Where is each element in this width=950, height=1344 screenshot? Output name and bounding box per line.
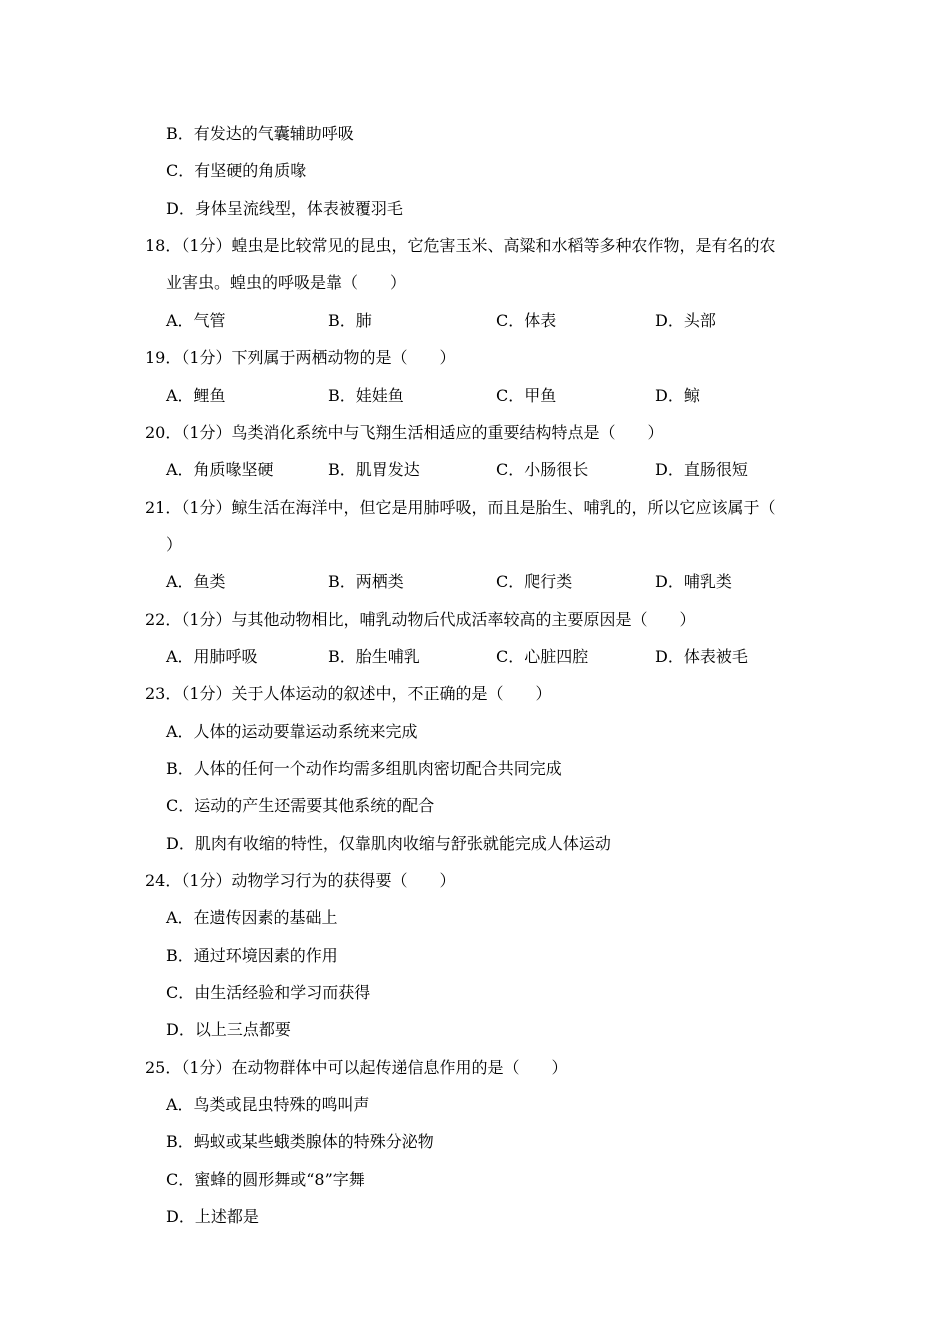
q20-options — [0, 460, 950, 480]
q20-option-b: B．肌胃发达 — [328, 460, 420, 479]
question-22: 22．（1分）与其他动物相比，哺乳动物后代成活率较高的主要原因是（ ） — [145, 610, 696, 629]
q18-option-a: A．气管 — [166, 311, 226, 330]
q19-option-d: D．鲸 — [655, 386, 700, 405]
question-19: 19．（1分）下列属于两栖动物的是（ ） — [145, 348, 456, 367]
q17-option-b: B．有发达的气囊辅助呼吸 — [166, 124, 354, 143]
q21-option-a: A．鱼类 — [166, 572, 226, 591]
q25-option-a: A．鸟类或昆虫特殊的鸣叫声 — [166, 1095, 370, 1114]
q18-option-d: D．头部 — [655, 311, 716, 330]
q22-option-b: B．胎生哺乳 — [328, 647, 420, 666]
q18-option-c: C．体表 — [496, 311, 557, 330]
q18-options — [0, 311, 950, 331]
q22-option-a: A．用肺呼吸 — [166, 647, 258, 666]
question-21-continued: ） — [166, 535, 183, 554]
q25-option-d: D．上述都是 — [166, 1207, 259, 1226]
q19-option-a: A．鲤鱼 — [166, 386, 226, 405]
q22-option-c: C．心脏四腔 — [496, 647, 589, 666]
q17-option-c: C．有坚硬的角质喙 — [166, 161, 307, 180]
q23-option-b: B．人体的任何一个动作均需多组肌肉密切配合共同完成 — [166, 759, 562, 778]
q21-option-d: D．哺乳类 — [655, 572, 732, 591]
q17-option-d: D．身体呈流线型，体表被覆羽毛 — [166, 199, 403, 218]
question-18: 18．（1分）蝗虫是比较常见的昆虫，它危害玉米、高粱和水稻等多种农作物，是有名的农 — [145, 236, 776, 255]
q25-option-c: C．蜜蜂的圆形舞或“8”字舞 — [166, 1170, 365, 1189]
q21-option-b: B．两栖类 — [328, 572, 404, 591]
q19-options — [0, 386, 950, 406]
q23-option-a: A．人体的运动要靠运动系统来完成 — [166, 722, 418, 741]
q19-option-c: C．甲鱼 — [496, 386, 557, 405]
question-24: 24．（1分）动物学习行为的获得要（ ） — [145, 871, 456, 890]
q24-option-c: C．由生活经验和学习而获得 — [166, 983, 371, 1002]
q21-options — [0, 572, 950, 592]
question-18-continued: 业害虫。蝗虫的呼吸是靠（ ） — [166, 273, 407, 292]
question-25: 25．（1分）在动物群体中可以起传递信息作用的是（ ） — [145, 1058, 568, 1077]
q20-option-d: D．直肠很短 — [655, 460, 748, 479]
q19-option-b: B．娃娃鱼 — [328, 386, 404, 405]
q25-option-b: B．蚂蚁或某些蛾类腺体的特殊分泌物 — [166, 1132, 434, 1151]
q22-option-d: D．体表被毛 — [655, 647, 748, 666]
q20-option-a: A．角质喙坚硬 — [166, 460, 274, 479]
q20-option-c: C．小肠很长 — [496, 460, 589, 479]
question-23: 23．（1分）关于人体运动的叙述中，不正确的是（ ） — [145, 684, 552, 703]
question-21: 21．（1分）鲸生活在海洋中，但它是用肺呼吸，而且是胎生、哺乳的，所以它应该属于（ — [145, 498, 776, 517]
q24-option-a: A．在遗传因素的基础上 — [166, 908, 338, 927]
q23-option-c: C．运动的产生还需要其他系统的配合 — [166, 796, 435, 815]
q24-option-b: B．通过环境因素的作用 — [166, 946, 338, 965]
q21-option-c: C．爬行类 — [496, 572, 573, 591]
q24-option-d: D．以上三点都要 — [166, 1020, 291, 1039]
question-20: 20．（1分）鸟类消化系统中与飞翔生活相适应的重要结构特点是（ ） — [145, 423, 664, 442]
q18-option-b: B．肺 — [328, 311, 372, 330]
q23-option-d: D．肌肉有收缩的特性，仅靠肌肉收缩与舒张就能完成人体运动 — [166, 834, 611, 853]
q22-options — [0, 647, 950, 667]
